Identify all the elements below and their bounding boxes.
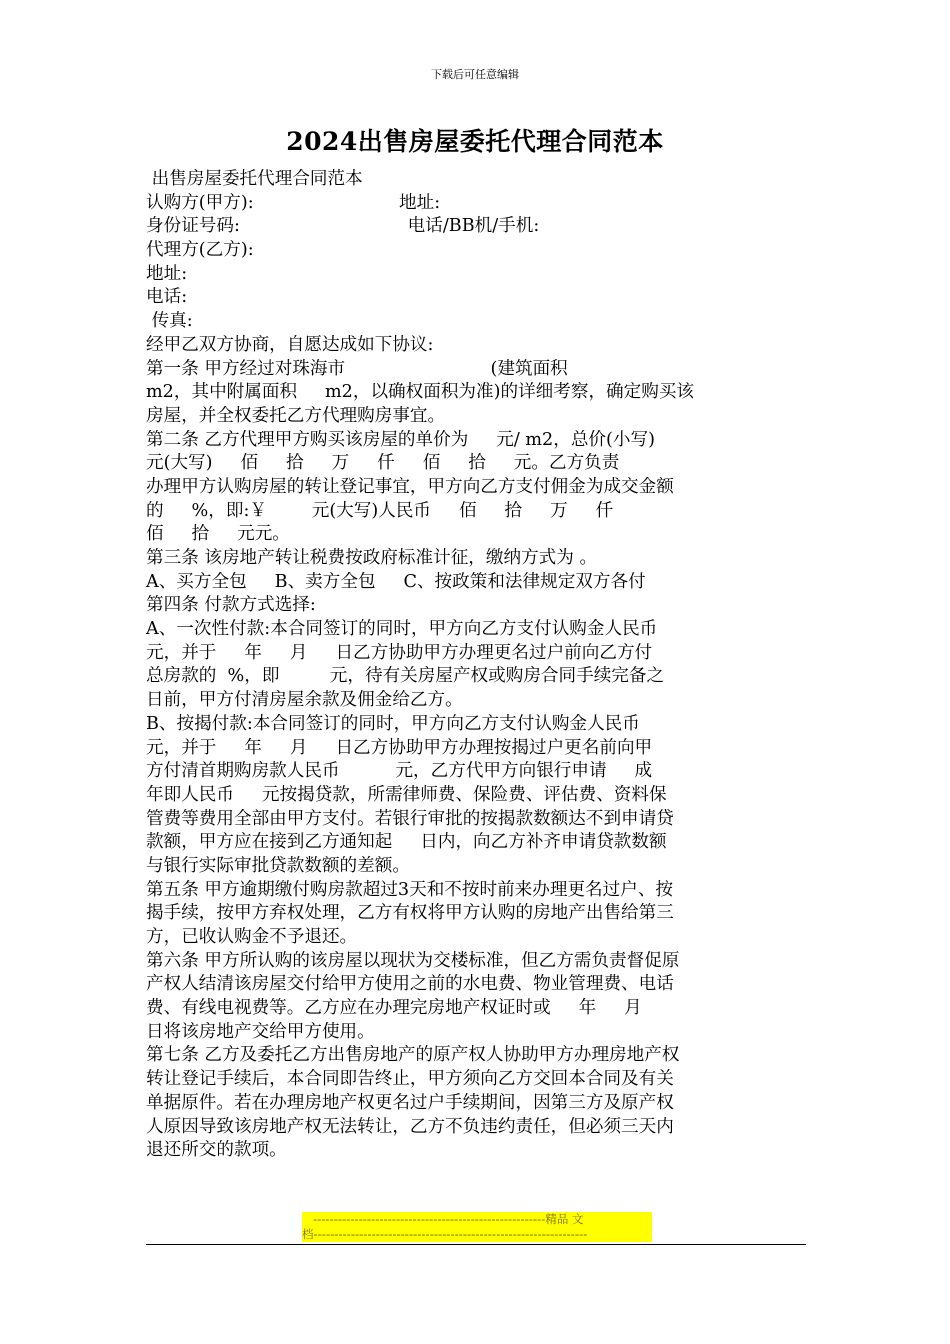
body-line: 房屋，并全权委托乙方代理购房事宜。	[146, 405, 446, 426]
body-line: 总房款的 %，即 元，待有关房屋产权或购房合同手续完备之	[146, 666, 665, 687]
body-line: 元，并于 年 月 日乙方协助甲方办理更名过户前向乙方付	[146, 642, 653, 663]
body-line: 的 %，即:￥ 元(大写)人民币 佰 拾 万 仟	[146, 500, 614, 521]
body-line: 揭手续，按甲方弃权处理，乙方有权将甲方认购的房地产出售给第三	[146, 903, 674, 924]
body-line: 出售房屋委托代理合同范本	[146, 169, 363, 189]
body-line: 第二条 乙方代理甲方购买该房屋的单价为 元/ m2，总价(小写)	[146, 429, 655, 450]
body-line: 管费等费用全部由甲方支付。若银行审批的按揭款数额达不到申请贷	[146, 808, 674, 829]
body-line: A、买方全包 B、卖方全包 C、按政策和法律规定双方各付	[146, 571, 646, 592]
body-line: 身份证号码: 电话/BB机/手机:	[146, 216, 540, 237]
body-line: 元(大写) 佰 拾 万 仟 佰 拾 元。乙方负责	[146, 453, 620, 474]
body-line: 方，已收认购金不予退还。	[146, 927, 358, 947]
body-line: 办理甲方认购房屋的转让登记事宜，甲方向乙方支付佣金为成交金额	[146, 476, 674, 497]
body-line: 年即人民币 元按揭贷款，所需律师费、保险费、评估费、资料保	[146, 784, 667, 805]
document-title: 2024出售房屋委托代理合同范本	[286, 127, 664, 156]
body-line: 日将该房地产交给甲方使用。	[146, 1021, 375, 1042]
body-line: 第七条 乙方及委托乙方出售房地产的原产权人协助甲方办理房地产权	[146, 1045, 680, 1066]
body-line: 转让登记手续后，本合同即告终止，甲方须向乙方交回本合同及有关	[146, 1069, 674, 1090]
body-line: 产权人结清该房屋交付给甲方使用之前的水电费、物业管理费、电话	[146, 974, 674, 995]
body-line: 与银行实际审批贷款数额的差额。	[146, 855, 410, 876]
body-line: 第六条 甲方所认购的该房屋以现状为交楼标准，但乙方需负责督促原	[146, 950, 680, 971]
body-line: 第三条 该房地产转让税费按政府标准计征，缴纳方式为 。	[146, 548, 598, 568]
body-line: 地址:	[146, 263, 188, 284]
body-line: 电话:	[146, 287, 188, 308]
body-line: 人原因导致该房地产权无法转让，乙方不负违约责任，但必须三天内	[146, 1116, 674, 1137]
body-line: 方付清首期购房款人民币 元，乙方代甲方向银行申请 成	[146, 761, 653, 782]
body-line: 经甲乙双方协商，自愿达成如下协议:	[146, 334, 434, 355]
footer-mark-line2: 档------------------------------------------------------------------	[302, 1227, 652, 1242]
body-line: 元，并于 年 月 日乙方协助甲方办理按揭过户更名前向甲	[146, 737, 653, 758]
contract-body	[146, 168, 808, 1163]
body-line: 日前，甲方付清房屋余款及佣金给乙方。	[146, 690, 463, 711]
body-line: 第一条 甲方经过对珠海市 (建筑面积	[146, 358, 568, 379]
body-line: 款额，甲方应在接到乙方通知起 日内，向乙方补齐申请贷款数额	[146, 832, 667, 853]
body-line: m2，其中附属面积 m2，以确权面积为准)的详细考察，确定购买该	[146, 382, 695, 403]
footer-watermark	[302, 1212, 652, 1242]
footer-mark-line1: --------------------------------------------------------精品 文	[302, 1212, 652, 1227]
body-line: 第五条 甲方逾期缴付购房款超过3天和不按时前来办理更名过户、按	[146, 879, 674, 900]
body-line: B、按揭付款:本合同签订的同时，甲方向乙方支付认购金人民币	[146, 713, 640, 734]
body-line: 单据原件。若在办理房地产权更名过户手续期间，因第三方及原产权	[146, 1092, 674, 1113]
body-line: 代理方(乙方):	[146, 240, 254, 261]
header-note: 下载后可任意编辑	[431, 68, 519, 81]
body-line: 佰 拾 元元。	[146, 524, 290, 545]
body-line: 退还所交的款项。	[146, 1140, 287, 1161]
footer-rule	[146, 1244, 806, 1245]
body-line: 第四条 付款方式选择:	[146, 595, 316, 616]
body-line: 费、有线电视费等。乙方应在办理完房地产权证时或 年 月	[146, 998, 642, 1019]
body-line: A、一次性付款:本合同签订的同时，甲方向乙方支付认购金人民币	[146, 619, 658, 640]
body-line: 传真:	[146, 311, 193, 332]
body-line: 认购方(甲方): 地址:	[146, 192, 441, 213]
